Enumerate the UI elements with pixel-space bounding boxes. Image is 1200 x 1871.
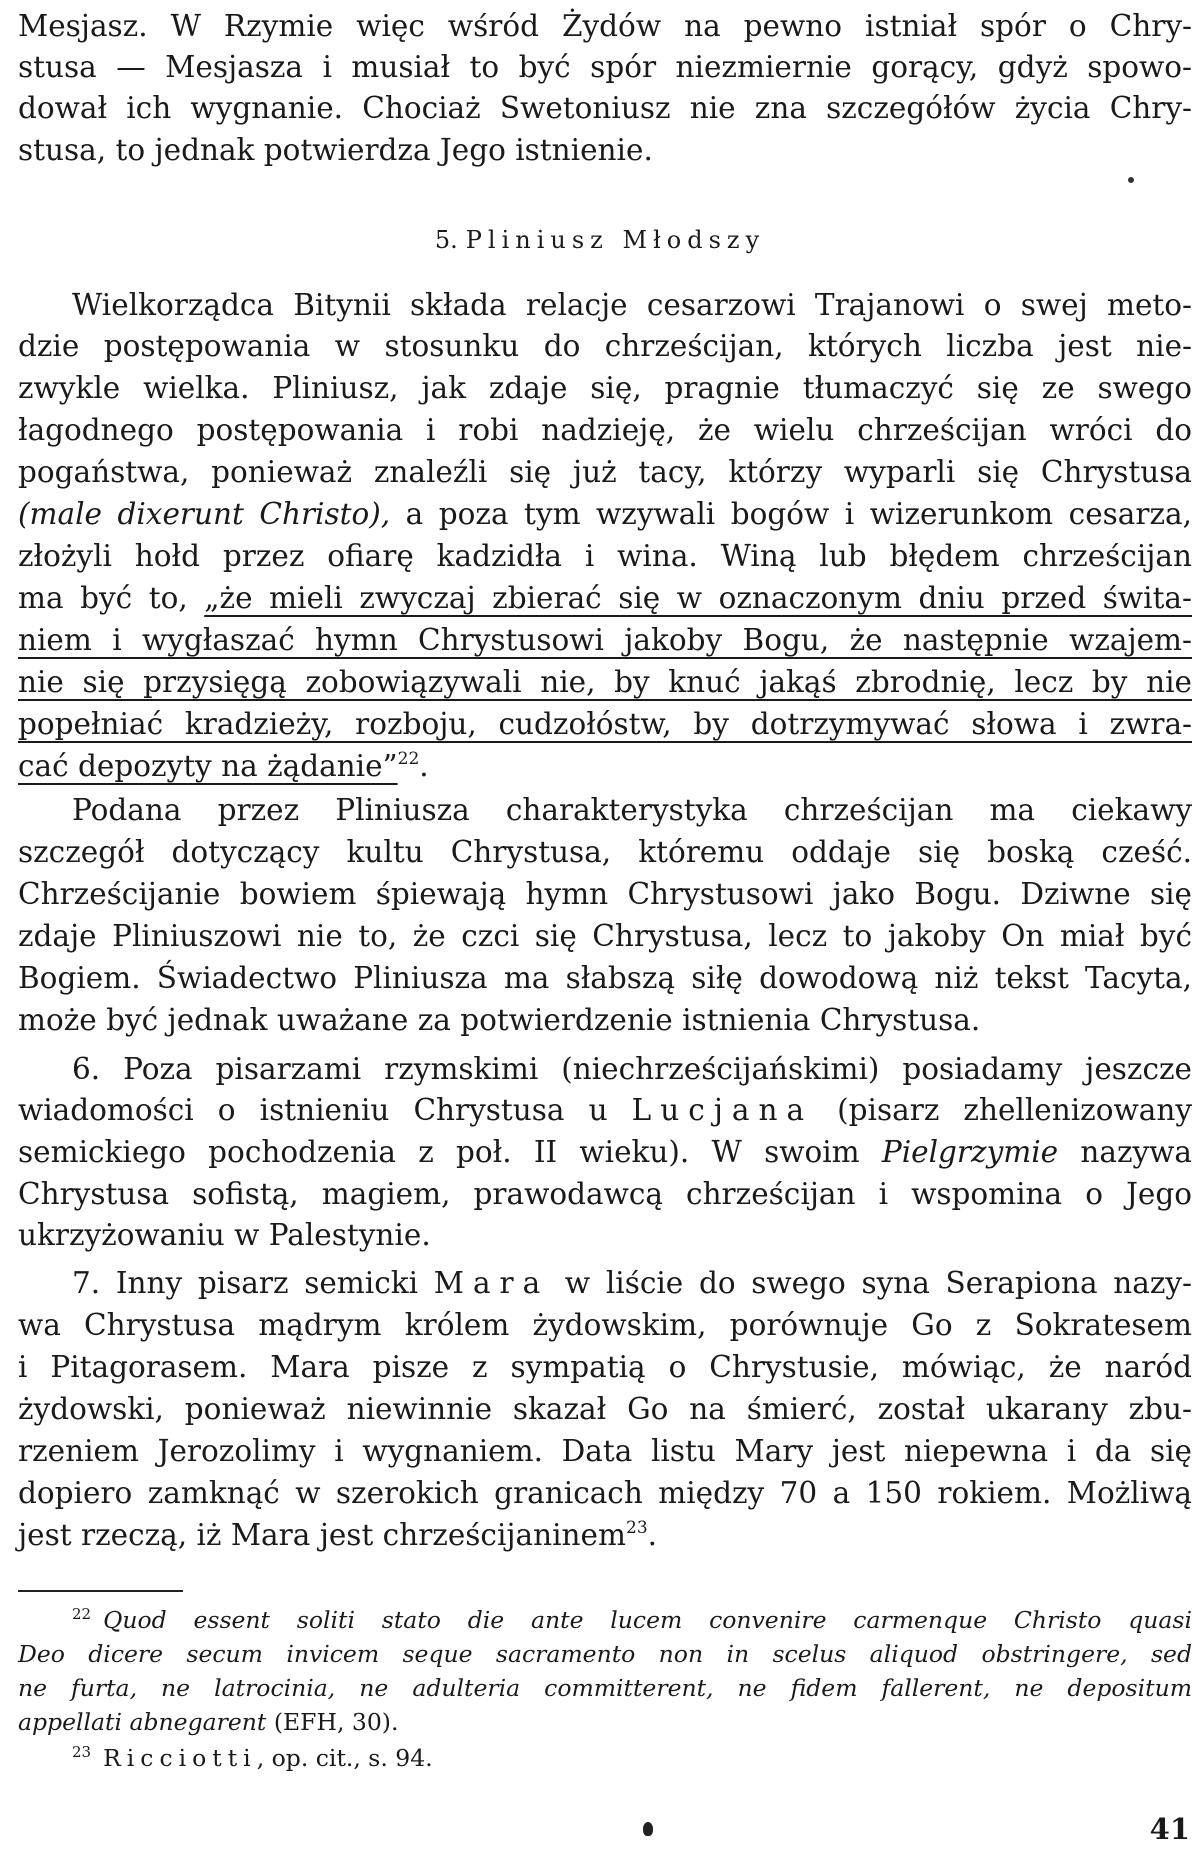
paragraph-4-line-5: ukrzyżowaniu w Palestynie. (18, 1218, 431, 1252)
footnote-ref-23: 23 (626, 1518, 648, 1538)
paragraph-5-line-2: wa Chrystusa mądrym królem żydowskim, porównuje Go z Sokratesem (18, 1308, 1192, 1342)
paragraph-2-line-3: zwykle wielka. Pliniusz, jak zdaje się, pragnie tłumaczyć się ze swego (18, 371, 1192, 405)
footnote-divider (18, 1590, 183, 1592)
paragraph-2-line-1: Wielkorządca Bitynii składa relacje cesarzowi Trajanowi o swej meto- (72, 288, 1192, 322)
paragraph-3-line-5: Bogiem. Świadectwo Pliniusza ma słabszą siłę dowodową niż tekst Tacyta, (18, 961, 1192, 995)
paragraph-5-line-3: i Pitagorasem. Mara pisze z sympatią o Chrystusie, mówiąc, że naród (18, 1350, 1192, 1384)
paragraph-5-line-6: dopiero zamknąć w szerokich granicach między 70 a 150 rokiem. Możliwą (18, 1476, 1192, 1510)
section-title: Pliniusz Młodszy (465, 226, 766, 254)
paragraph-5-line-1: 7. Inny pisarz semicki Mara w liście do swego syna Serapiona nazy- (72, 1266, 1192, 1300)
footnote-23-marker: 23 (72, 1743, 92, 1761)
paragraph-2-line-11: popełniać kradzieży, rozboju, cudzołóstw, by dotrzymywać słowa i zwra- (18, 707, 1192, 741)
paragraph-4-line-3: semickiego pochodzenia z poł. II wieku). W swoim Pielgrzymie nazywa (18, 1135, 1192, 1169)
paragraph-2-line-4: łagodnego postępowania i robi nadzieję, że wielu chrześcijan wróci do (18, 413, 1192, 447)
paragraph-2-line-10: nie się przysięgą zobowiązywali nie, by knuć jakąś zbrodnię, lecz by nie (18, 665, 1192, 699)
paragraph-2-line-8: ma być to, „że mieli zwyczaj zbierać się w oznaczonym dniu przed świta- (18, 581, 1192, 615)
footnote-23-author: Ricciotti (103, 1744, 257, 1772)
paragraph-2-line-9: niem i wygłaszać hymn Chrystusowi jakoby Bogu, że następnie wzajem- (18, 623, 1192, 657)
footnote-23: $^{23}$ Ricciotti, op. cit., s. 94. (72, 1743, 433, 1772)
page-number: 41 (1149, 1812, 1190, 1846)
paragraph-4-line-2: wiadomości o istnieniu Chrystusa u Lucjana (pisarz zhellenizowany (18, 1093, 1192, 1127)
paragraph-3-line-1: Podana przez Pliniusza charakterystyka chrześcijan ma ciekawy (72, 793, 1192, 827)
paragraph-3-line-6: może być jednak uważane za potwierdzenie istnienia Chrystusa. (18, 1003, 981, 1037)
footnote-22-line-3: ne furta, ne latrocinia, ne adulteria committerent, ne fidem fallerent, ne depositum (18, 1674, 1192, 1702)
paragraph-2-line-12: cać depozyty na żądanie”$^{22}$. (18, 749, 429, 783)
work-title: Pielgrzymie (881, 1135, 1059, 1169)
paragraph-2-line-5: pogaństwa, ponieważ znaleźli się już tacy, którzy wyparli się Chrystusa (18, 455, 1192, 489)
footnote-22-marker: 22 (72, 1605, 92, 1623)
paragraph-5-line-7: jest rzeczą, iż Mara jest chrześcijaninem$^{23}$. (18, 1518, 658, 1552)
paragraph-1-line-3: dował ich wygnanie. Chociaż Swetoniusz nie zna szczegółów życia Chry- (18, 91, 1192, 125)
footnote-22-line-4: appellati abnegarent (EFH, 30). (18, 1708, 399, 1736)
paragraph-4-line-4: Chrystusa sofistą, magiem, prawodawcą chrześcijan i wspomina o Jego (18, 1177, 1192, 1211)
section-number: 5. (434, 226, 458, 254)
ink-blot (643, 1822, 653, 1836)
paragraph-3-line-2: szczegół dotyczący kultu Chrystusa, któremu oddaje się boską cześć. (18, 835, 1192, 869)
author-name-mara: Mara (433, 1266, 550, 1300)
paragraph-1-line-2: stusa — Mesjasza i musiał to być spór niezmiernie gorący, gdyż spowo- (18, 50, 1192, 84)
paragraph-1-line-4: stusa, to jednak potwierdza Jego istnienie. (18, 133, 653, 167)
paragraph-3-line-4: zdaje Pliniuszowi nie to, że czci się Chrystusa, lecz to jakoby On miał być (18, 919, 1192, 953)
underlined-quotation: „że mieli zwyczaj zbierać się w oznaczonym dniu przed świta- (204, 581, 1192, 615)
footnote-22-line-1: $^{22}$ Quod essent soliti stato die ante lucem convenire carmenque Christo quasi (72, 1605, 1192, 1634)
paragraph-2-line-7: złożyli hołd przez ofiarę kadzidła i wina. Winą lub błędem chrześcijan (18, 539, 1192, 573)
paragraph-5-line-5: rzeniem Jerozolimy i wygnaniem. Data listu Mary jest niepewna i da się (18, 1434, 1192, 1468)
author-name-lucjan: Lucjana (631, 1093, 814, 1127)
paragraph-1-line-1: Mesjasz. W Rzymie więc wśród Żydów na pewno istniał spór o Chry- (18, 9, 1192, 43)
paragraph-3-line-3: Chrześcijanie bowiem śpiewają hymn Chrystusowi jako Bogu. Dziwne się (18, 877, 1192, 911)
footnote-22-line-2: Deo dicere secum invicem seque sacramento non in scelus aliquod obstringere, sed (18, 1640, 1192, 1668)
footnote-ref-22: 22 (397, 749, 420, 769)
paragraph-4-line-1: 6. Poza pisarzami rzymskimi (niechrześcijańskimi) posiadamy jeszcze (72, 1052, 1192, 1086)
paragraph-5-line-4: żydowski, ponieważ niewinnie skazał Go na śmierć, został ukarany zbu- (18, 1392, 1192, 1426)
footnote-22-source: (EFH, 30). (266, 1708, 399, 1736)
paragraph-2-line-2: dzie postępowania w stosunku do chrześcijan, których liczba jest nie- (18, 329, 1192, 363)
paragraph-2-line-6: (male dixerunt Christo), a poza tym wzywali bogów i wizerunkom cesarza, (18, 497, 1192, 531)
ink-speck (1128, 177, 1134, 183)
latin-phrase: (male dixerunt Christo), (18, 497, 391, 531)
section-heading (0, 224, 1200, 256)
